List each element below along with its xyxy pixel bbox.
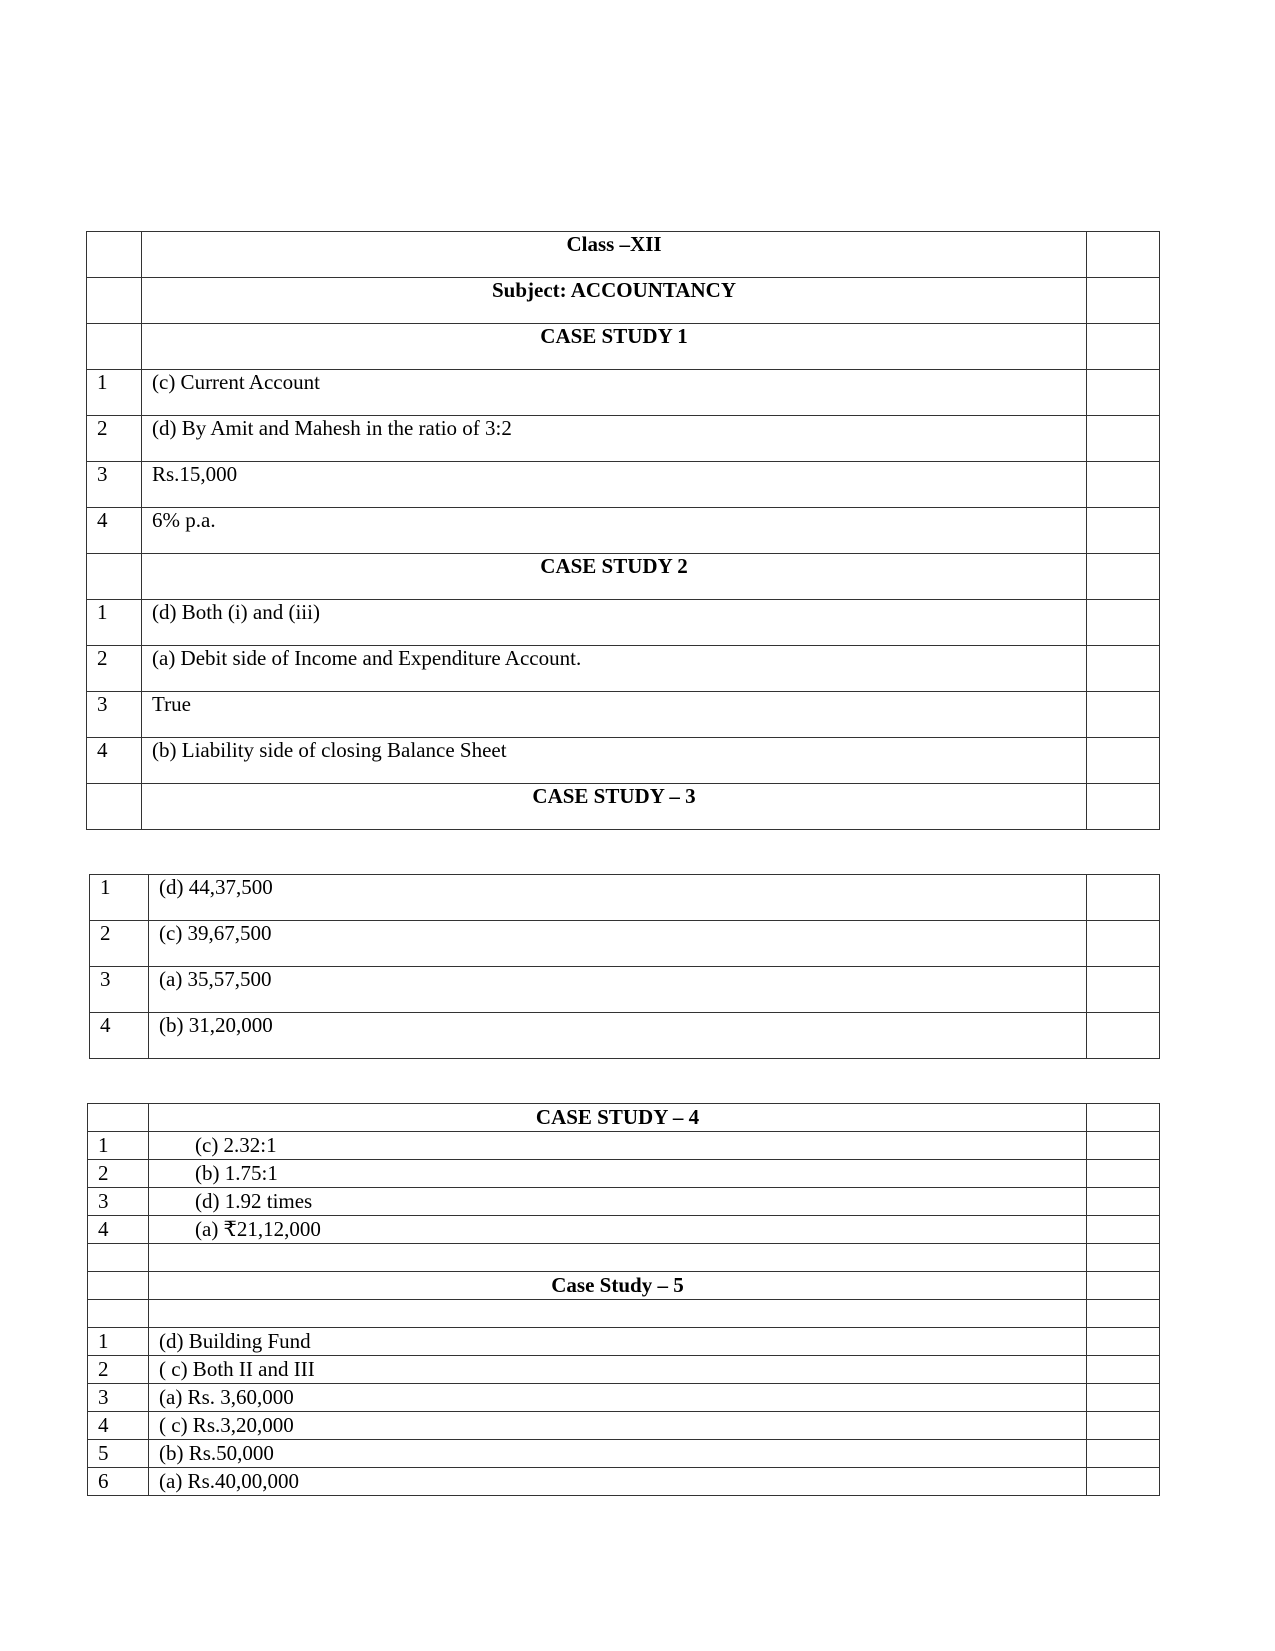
- question-number: 1: [90, 875, 149, 921]
- marks-cell: [1087, 1328, 1160, 1356]
- answer-cell: (c) Current Account: [142, 370, 1087, 416]
- marks-cell: [1087, 278, 1160, 324]
- question-number: 2: [90, 921, 149, 967]
- marks-cell: [1087, 921, 1160, 967]
- answer-cell: (d) 44,37,500: [149, 875, 1087, 921]
- subject-heading: Subject: ACCOUNTANCY: [142, 278, 1087, 324]
- table-row: [87, 784, 1160, 830]
- answer-cell: (c) 39,67,500: [149, 921, 1087, 967]
- number-cell: [87, 278, 142, 324]
- marks-cell: [1087, 646, 1160, 692]
- case-study-2-heading: CASE STUDY 2: [142, 554, 1087, 600]
- number-cell: [88, 1300, 149, 1328]
- question-number: 1: [87, 600, 142, 646]
- marks-cell: [1087, 1384, 1160, 1412]
- marks-cell: [1087, 1188, 1160, 1216]
- table-row: [88, 1300, 1160, 1328]
- table-row: [87, 508, 1160, 554]
- marks-cell: [1087, 1013, 1160, 1059]
- table-row: [88, 1216, 1160, 1244]
- marks-cell: [1087, 1160, 1160, 1188]
- marks-cell: [1087, 967, 1160, 1013]
- answer-cell: (a) 35,57,500: [149, 967, 1087, 1013]
- question-number: 5: [88, 1440, 149, 1468]
- question-number: 4: [87, 508, 142, 554]
- answer-cell: (b) 1.75:1: [149, 1160, 1087, 1188]
- number-cell: [87, 554, 142, 600]
- question-number: 4: [88, 1412, 149, 1440]
- question-number: 1: [88, 1328, 149, 1356]
- number-cell: [87, 784, 142, 830]
- answer-cell: ( c) Rs.3,20,000: [149, 1412, 1087, 1440]
- question-number: 1: [88, 1132, 149, 1160]
- number-cell: [87, 232, 142, 278]
- table-row: [88, 1188, 1160, 1216]
- answer-table-case-3: [89, 874, 1160, 1059]
- question-number: 3: [90, 967, 149, 1013]
- table-row: [88, 1244, 1160, 1272]
- answer-cell: (b) Liability side of closing Balance Sheet: [142, 738, 1087, 784]
- answer-cell: True: [142, 692, 1087, 738]
- marks-cell: [1087, 1440, 1160, 1468]
- table-row: [88, 1272, 1160, 1300]
- class-heading: Class –XII: [142, 232, 1087, 278]
- table-row: [87, 324, 1160, 370]
- marks-cell: [1087, 1272, 1160, 1300]
- question-number: 2: [88, 1356, 149, 1384]
- case-study-4-heading: CASE STUDY – 4: [149, 1104, 1087, 1132]
- table-row: [88, 1328, 1160, 1356]
- marks-cell: [1087, 370, 1160, 416]
- empty-cell: [149, 1300, 1087, 1328]
- table-row: [87, 600, 1160, 646]
- question-number: 2: [87, 416, 142, 462]
- number-cell: [88, 1244, 149, 1272]
- case-study-1-heading: CASE STUDY 1: [142, 324, 1087, 370]
- answer-cell: (b) 31,20,000: [149, 1013, 1087, 1059]
- answer-cell: (d) Building Fund: [149, 1328, 1087, 1356]
- number-cell: [87, 324, 142, 370]
- table-row: [88, 1132, 1160, 1160]
- marks-cell: [1087, 232, 1160, 278]
- table-row: [90, 921, 1160, 967]
- table-row: [87, 646, 1160, 692]
- answer-cell: ( c) Both II and III: [149, 1356, 1087, 1384]
- table-row: [87, 738, 1160, 784]
- marks-cell: [1087, 1468, 1160, 1496]
- table-row: [88, 1104, 1160, 1132]
- answer-cell: (d) 1.92 times: [149, 1188, 1087, 1216]
- marks-cell: [1087, 1132, 1160, 1160]
- question-number: 1: [87, 370, 142, 416]
- table-row: [87, 692, 1160, 738]
- table-row: [87, 278, 1160, 324]
- question-number: 2: [88, 1160, 149, 1188]
- question-number: 3: [87, 692, 142, 738]
- question-number: 4: [88, 1216, 149, 1244]
- case-study-3-heading: CASE STUDY – 3: [142, 784, 1087, 830]
- table-row: [87, 462, 1160, 508]
- answer-cell: Rs.15,000: [142, 462, 1087, 508]
- table-row: [88, 1356, 1160, 1384]
- table-row: [88, 1468, 1160, 1496]
- marks-cell: [1087, 600, 1160, 646]
- answer-cell: (d) By Amit and Mahesh in the ratio of 3:2: [142, 416, 1087, 462]
- empty-cell: [149, 1244, 1087, 1272]
- marks-cell: [1087, 1244, 1160, 1272]
- marks-cell: [1087, 738, 1160, 784]
- marks-cell: [1087, 1300, 1160, 1328]
- answer-cell: 6% p.a.: [142, 508, 1087, 554]
- question-number: 6: [88, 1468, 149, 1496]
- question-number: 2: [87, 646, 142, 692]
- question-number: 4: [87, 738, 142, 784]
- marks-cell: [1087, 1104, 1160, 1132]
- table-row: [88, 1384, 1160, 1412]
- marks-cell: [1087, 508, 1160, 554]
- marks-cell: [1087, 784, 1160, 830]
- case-study-5-heading: Case Study – 5: [149, 1272, 1087, 1300]
- marks-cell: [1087, 1412, 1160, 1440]
- marks-cell: [1087, 1356, 1160, 1384]
- marks-cell: [1087, 875, 1160, 921]
- table-row: [87, 232, 1160, 278]
- answer-cell: (a) Rs.40,00,000: [149, 1468, 1087, 1496]
- number-cell: [88, 1104, 149, 1132]
- table-row: [90, 875, 1160, 921]
- table-row: [90, 1013, 1160, 1059]
- table-row: [87, 554, 1160, 600]
- table-row: [88, 1160, 1160, 1188]
- answer-cell: (b) Rs.50,000: [149, 1440, 1087, 1468]
- answer-table-case-1-3: [86, 231, 1160, 830]
- marks-cell: [1087, 554, 1160, 600]
- marks-cell: [1087, 1216, 1160, 1244]
- answer-cell: (a) Debit side of Income and Expenditure Account.: [142, 646, 1087, 692]
- table-row: [90, 967, 1160, 1013]
- table-row: [88, 1440, 1160, 1468]
- answer-cell: (d) Both (i) and (iii): [142, 600, 1087, 646]
- marks-cell: [1087, 462, 1160, 508]
- answer-cell: (a) ₹21,12,000: [149, 1216, 1087, 1244]
- answer-table-case-4-5: [87, 1103, 1160, 1496]
- question-number: 4: [90, 1013, 149, 1059]
- marks-cell: [1087, 416, 1160, 462]
- table-row: [88, 1412, 1160, 1440]
- answer-cell: (a) Rs. 3,60,000: [149, 1384, 1087, 1412]
- table-row: [87, 370, 1160, 416]
- table-row: [87, 416, 1160, 462]
- question-number: 3: [87, 462, 142, 508]
- answer-cell: (c) 2.32:1: [149, 1132, 1087, 1160]
- question-number: 3: [88, 1384, 149, 1412]
- number-cell: [88, 1272, 149, 1300]
- marks-cell: [1087, 692, 1160, 738]
- marks-cell: [1087, 324, 1160, 370]
- question-number: 3: [88, 1188, 149, 1216]
